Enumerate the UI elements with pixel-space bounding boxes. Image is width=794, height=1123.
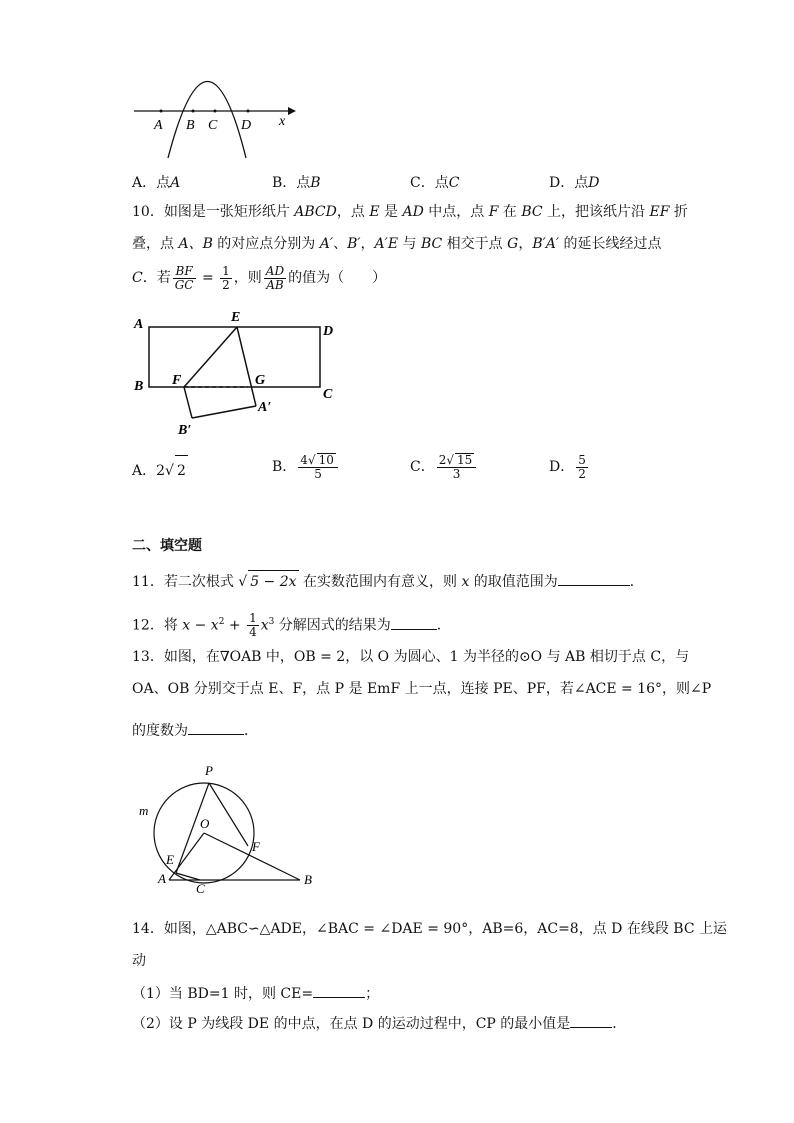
q11-answer-blank[interactable] bbox=[558, 571, 630, 586]
point-d-dot bbox=[247, 110, 250, 113]
segment-ef bbox=[184, 327, 237, 387]
fraction-one-half: $\frac{1}{2}$ bbox=[222, 263, 230, 292]
q13-line-2: OA、OB 分别交于点 E、F，点 P 是 EmF 上一点，连接 PE、PF，若∠ACE = 16°，则∠P bbox=[132, 681, 712, 697]
segment-b1a1 bbox=[192, 406, 256, 418]
x-axis-arrow bbox=[288, 107, 296, 115]
label-f: F bbox=[252, 839, 260, 854]
label-p: P bbox=[205, 763, 213, 778]
q12-text: 12．将 $x - x^2$ + $\frac{1}{4}$ $x^3$ 分解因式的结果为 ． bbox=[132, 611, 451, 640]
segment-pf bbox=[209, 783, 248, 846]
label-b: B bbox=[186, 118, 195, 133]
q11-text: 11．若二次根式 √ 5 − 2x 在实数范围内有意义，则 x 的取值范围为 ． bbox=[132, 570, 644, 593]
q9-choice-d[interactable]: D．点D bbox=[549, 175, 600, 191]
label-c: C bbox=[323, 387, 333, 402]
q10-choice-c[interactable]: C． $\frac{2√ 15}{3}$ bbox=[410, 450, 478, 484]
point-c-dot bbox=[214, 110, 217, 113]
fraction-bf-gc: $\frac{BF}{GC}$ bbox=[174, 263, 194, 292]
label-a: A bbox=[158, 871, 166, 886]
q14-part-1: （1）当 BD=1 时，则 CE= ； bbox=[132, 983, 379, 1005]
q9-choice-a[interactable]: A．点A bbox=[132, 175, 181, 191]
q14-part-2: （2）设 P 为线段 DE 的中点，在点 D 的运动过程中，CP 的最小值是 ． bbox=[132, 1013, 626, 1035]
label-b: B bbox=[304, 872, 312, 887]
label-m: m bbox=[139, 803, 149, 818]
label-g: G bbox=[255, 373, 266, 388]
label-x: x bbox=[279, 114, 286, 129]
label-c: C bbox=[208, 118, 218, 133]
label-f: F bbox=[172, 373, 182, 388]
q14-line-2: 动 bbox=[132, 953, 146, 969]
label-e: E bbox=[166, 852, 174, 867]
q14-part1-answer-blank[interactable] bbox=[313, 983, 365, 998]
figure-10-folded-rectangle bbox=[128, 306, 358, 446]
segment-oa bbox=[169, 833, 204, 880]
label-a: A bbox=[154, 118, 163, 133]
q9-choice-c[interactable]: C．点C bbox=[410, 175, 460, 191]
section-heading-fill-in: 二、填空题 bbox=[132, 538, 202, 554]
label-d: D bbox=[323, 324, 334, 339]
segment-fb1 bbox=[184, 387, 192, 418]
figure-13-circle-tangent bbox=[132, 758, 332, 893]
q13-line-1: 13．如图，在∇OAB 中，OB = 2，以 O 为圆心、1 为半径的⊙O 与 AB 相切于点 C，与 bbox=[132, 649, 690, 665]
q10-line-3: C．若 $\frac{BF}{GC}$ = $\frac{1}{2}$ ，则 $\frac{AD}{AB}$ 的值为（ ） bbox=[132, 263, 387, 292]
q14-line-1: 14．如图，△ABC∽△ADE，∠BAC = ∠DAE = 90°，AB=6，AC=8，点 D 在线段 BC 上运 bbox=[132, 921, 727, 937]
q10-line-1: 10．如图是一张矩形纸片 ABCD，点 E 是 AD 中点，点 F 在 BC 上，把该纸片沿 EF 折 bbox=[132, 204, 688, 220]
point-a-dot bbox=[160, 110, 163, 113]
label-a: A bbox=[134, 317, 144, 332]
q10-choice-b[interactable]: B． $\frac{4√ 10}{5}$ bbox=[272, 450, 340, 484]
q10-choice-d[interactable]: D． $\frac{5}{2}$ bbox=[549, 452, 586, 481]
q9-choice-b[interactable]: B．点B bbox=[272, 175, 321, 191]
label-c: C bbox=[196, 881, 205, 893]
parabola-curve bbox=[168, 82, 246, 159]
q10-choice-a[interactable]: A．2√ 2 bbox=[132, 455, 188, 486]
fraction-ad-ab: $\frac{AD}{AB}$ bbox=[265, 263, 285, 292]
label-e: E bbox=[231, 310, 241, 325]
label-o: O bbox=[200, 816, 210, 831]
point-b-dot bbox=[192, 110, 195, 113]
figure-9-parabola bbox=[128, 60, 298, 160]
q14-part2-answer-blank[interactable] bbox=[570, 1013, 612, 1028]
label-b-prime: B′ bbox=[178, 423, 192, 438]
label-a-prime: A′ bbox=[258, 400, 272, 415]
label-b: B bbox=[134, 379, 144, 394]
segment-ea1 bbox=[237, 327, 256, 406]
q13-line-3: 的度数为 ． bbox=[132, 720, 258, 742]
label-d: D bbox=[241, 118, 252, 133]
q12-answer-blank[interactable] bbox=[391, 615, 437, 630]
q13-answer-blank[interactable] bbox=[188, 720, 244, 735]
q10-line-2: 叠，点 A、B 的对应点分别为 A′、B′，A′E 与 BC 相交于点 G，B′A′ 的延长线经过点 bbox=[132, 236, 662, 252]
